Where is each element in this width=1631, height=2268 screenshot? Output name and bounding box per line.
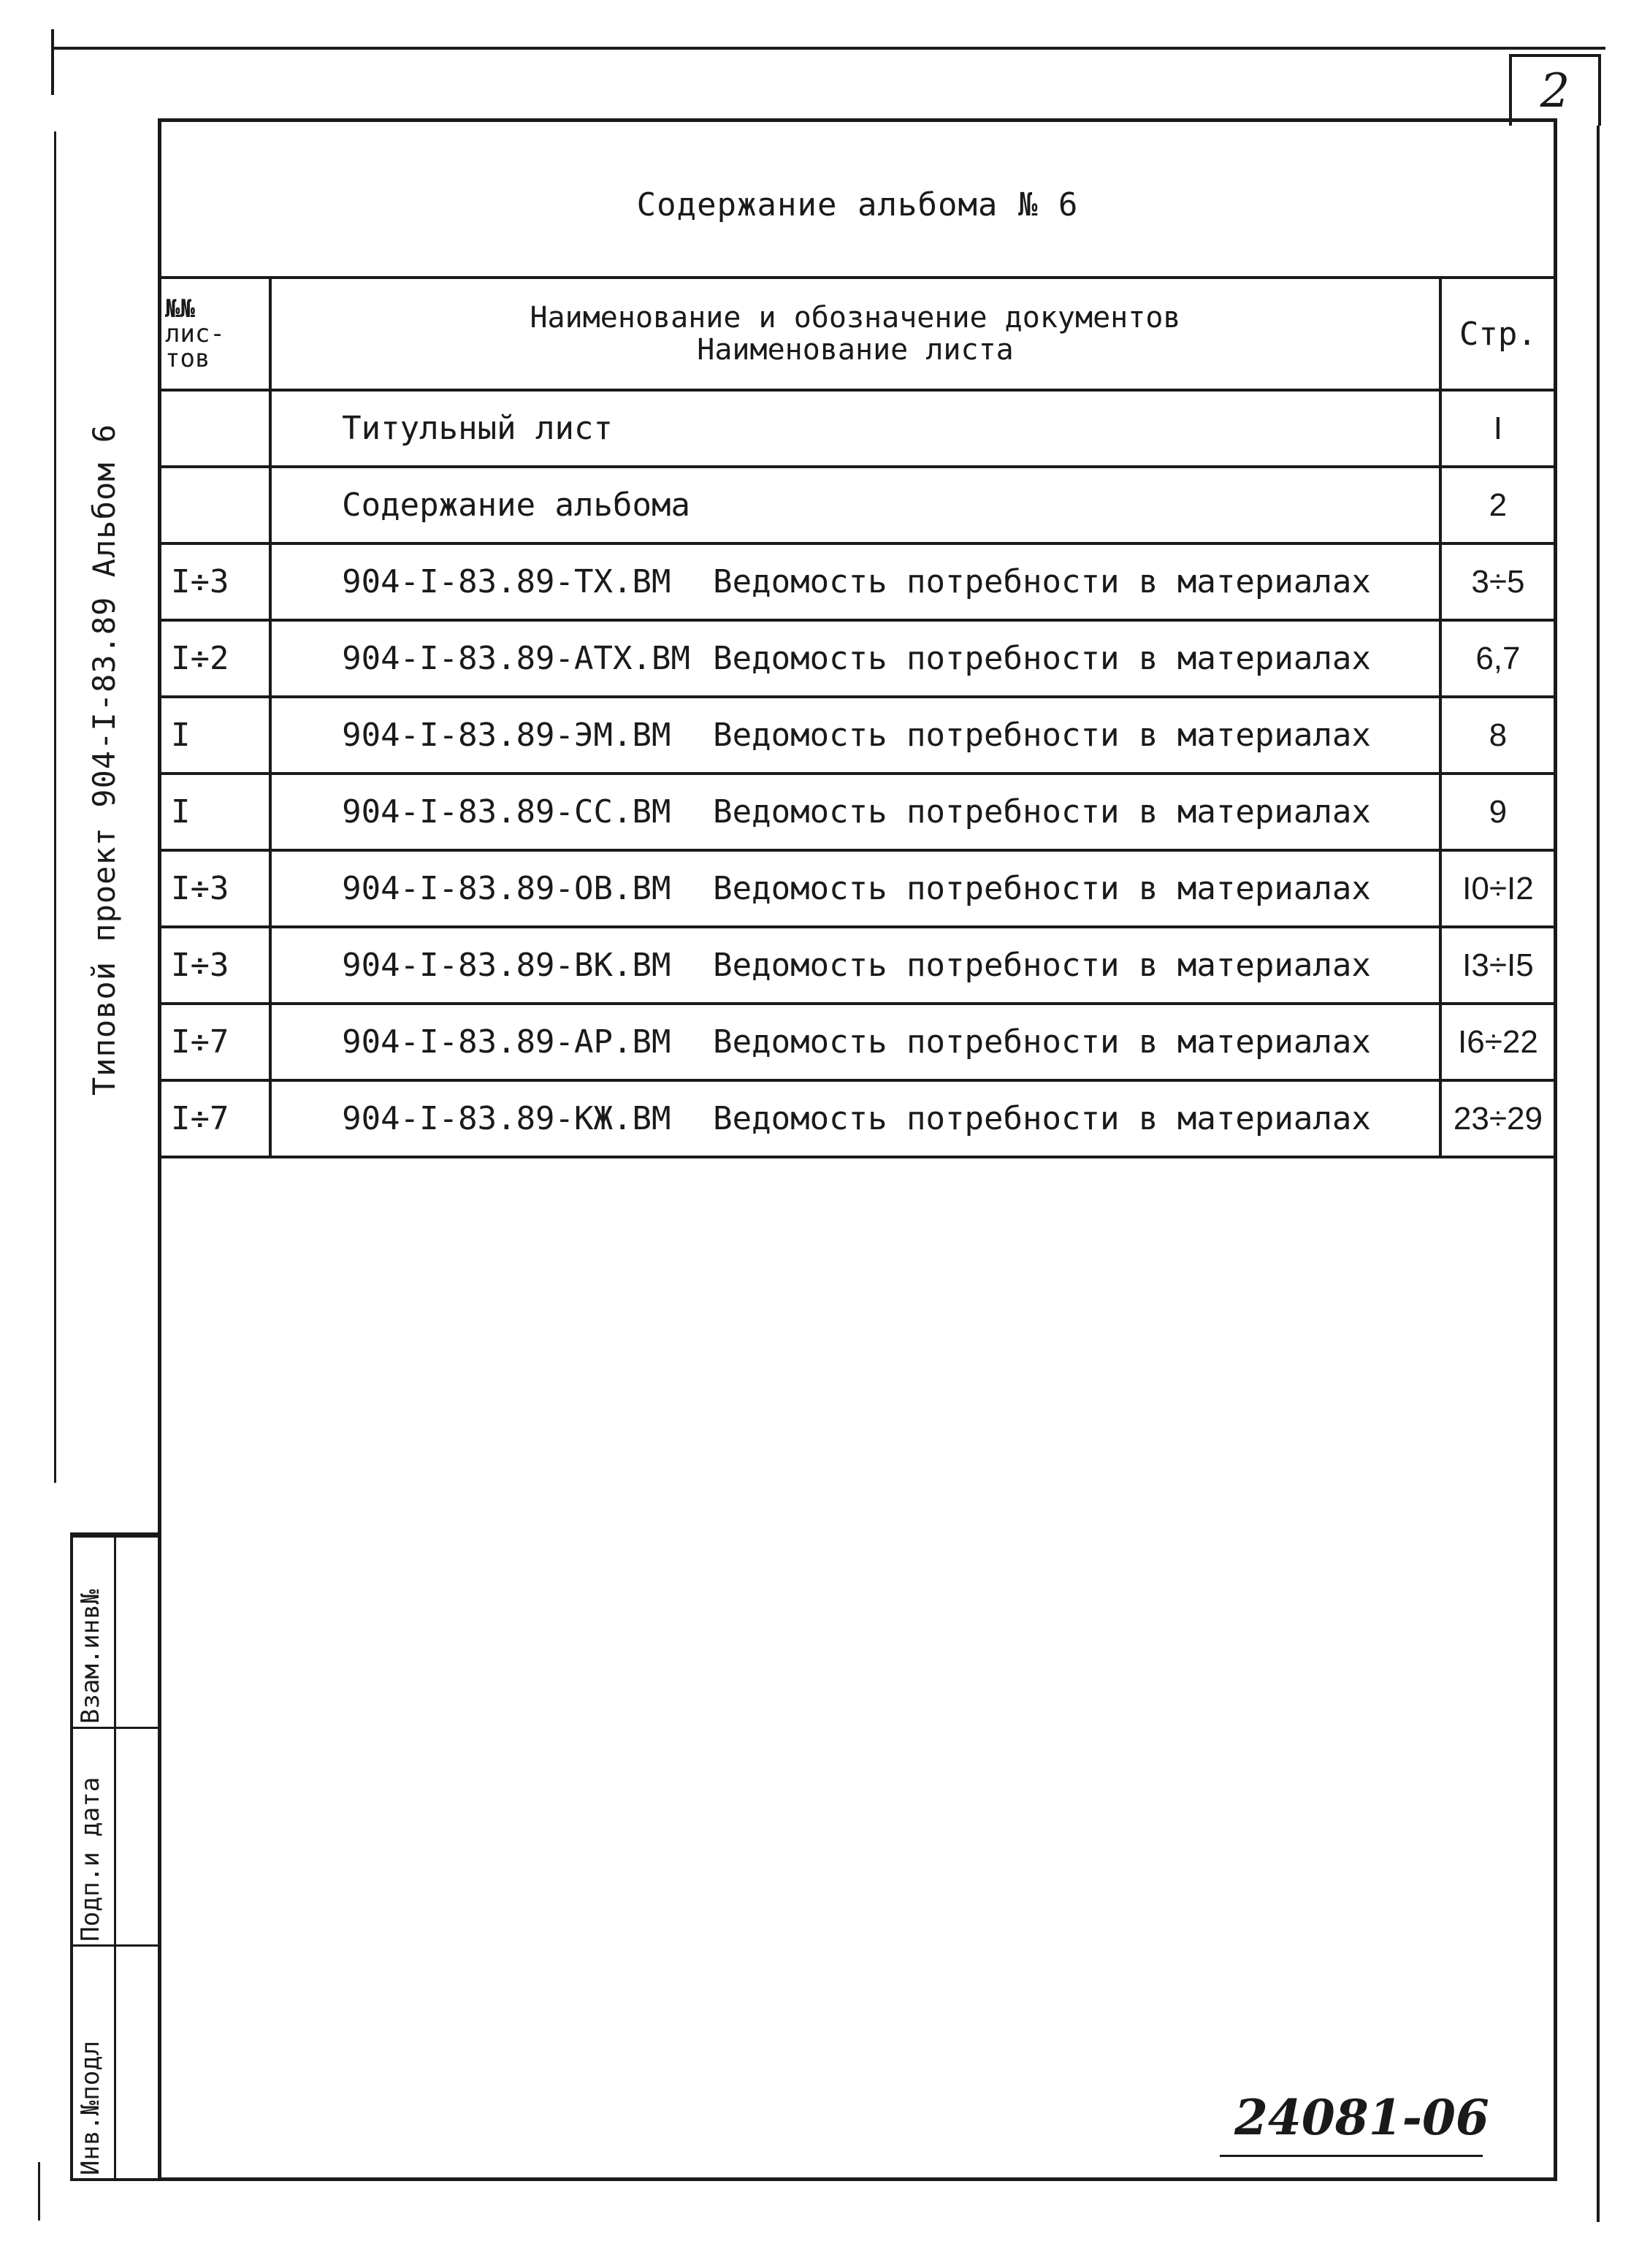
table-row: [159, 1004, 1556, 1080]
row-desc: Ведомость потребности в материалах: [713, 563, 1371, 600]
row-page: 23÷29: [1440, 1080, 1556, 1157]
stamp-divider: [114, 1535, 116, 2178]
table-row: [159, 774, 1556, 850]
sheet-number-box: [1509, 54, 1601, 126]
row-sheets: I÷2: [159, 620, 270, 697]
stamp-sign-date: Подп.и дата: [76, 1776, 105, 1941]
document-number: 24081-06: [1234, 2089, 1489, 2146]
contents-table: [158, 276, 1557, 1158]
row-page: I0÷I2: [1440, 850, 1556, 927]
header-page: Стр.: [1440, 278, 1556, 390]
row-desc: Ведомость потребности в материалах: [713, 1100, 1371, 1137]
row-name: [270, 543, 1440, 620]
stamp-replace-inv: Взам.инв№: [76, 1589, 105, 1724]
row-code: 904-I-83.89-ВК.ВМ: [342, 947, 671, 984]
approval-stamp: [70, 1532, 161, 2181]
row-sheets: I: [159, 697, 270, 774]
row-code: 904-I-83.89-КЖ.ВМ: [342, 1100, 671, 1137]
row-sheets: [159, 467, 270, 543]
table-row: [159, 543, 1556, 620]
row-name: [270, 1004, 1440, 1080]
header-sheets: №№ лис- тов: [159, 278, 270, 390]
stamp-inv-original: Инв.№подл: [76, 2040, 105, 2175]
row-sheets: I: [159, 774, 270, 850]
row-page: I3÷I5: [1440, 927, 1556, 1004]
row-page: 9: [1440, 774, 1556, 850]
row-name: [270, 697, 1440, 774]
stamp-row-line: [73, 1727, 161, 1729]
row-desc: Ведомость потребности в материалах: [713, 717, 1371, 754]
row-page: 6,7: [1440, 620, 1556, 697]
row-code: 904-I-83.89-ЭМ.ВМ: [342, 717, 671, 754]
top-border-line: [51, 47, 1605, 50]
row-sheets: I÷3: [159, 850, 270, 927]
sheet-number: 2: [1540, 64, 1570, 118]
table-header-row: [159, 278, 1556, 390]
row-code: Титульный лист: [342, 410, 614, 447]
row-code: 904-I-83.89-ТХ.ВМ: [342, 563, 671, 600]
table-row: [159, 390, 1556, 467]
side-project-label: Типовой проект 904-I-83.89 Альбом 6: [86, 423, 122, 1096]
row-code: 904-I-83.89-АР.ВМ: [342, 1023, 671, 1061]
row-name: [270, 774, 1440, 850]
stamp-row-line: [73, 1944, 161, 1947]
left-margin-tick: [51, 29, 54, 95]
row-sheets: I÷7: [159, 1004, 270, 1080]
page-title: Содержание альбома № 6: [636, 186, 1079, 224]
left-margin-line: [54, 131, 56, 1483]
table-row: [159, 697, 1556, 774]
table-row: [159, 467, 1556, 543]
table-row: [159, 850, 1556, 927]
row-sheets: [159, 390, 270, 467]
table-row: [159, 927, 1556, 1004]
right-margin-line: [1597, 126, 1600, 2222]
row-name: [270, 467, 1440, 543]
header-name: Наименование и обозначение документов Наименование листа: [270, 278, 1440, 390]
row-code: 904-I-83.89-СС.ВМ: [342, 793, 671, 831]
row-page: 2: [1440, 467, 1556, 543]
row-code: Содержание альбома: [342, 486, 690, 524]
row-desc: Ведомость потребности в материалах: [713, 1023, 1371, 1061]
row-sheets: I÷3: [159, 543, 270, 620]
left-margin-tick-bottom: [38, 2162, 40, 2221]
row-page: I: [1440, 390, 1556, 467]
row-desc: Ведомость потребности в материалах: [713, 870, 1371, 907]
row-code: 904-I-83.89-ОВ.ВМ: [342, 870, 671, 907]
row-sheets: I÷3: [159, 927, 270, 1004]
row-name: [270, 620, 1440, 697]
row-desc: Ведомость потребности в материалах: [713, 640, 1371, 677]
row-code: 904-I-83.89-АТХ.ВМ: [342, 640, 690, 677]
row-desc: Ведомость потребности в материалах: [713, 793, 1371, 831]
row-name: [270, 1080, 1440, 1157]
table-row: [159, 1080, 1556, 1157]
row-page: I6÷22: [1440, 1004, 1556, 1080]
table-row: [159, 620, 1556, 697]
row-name: [270, 927, 1440, 1004]
row-sheets: I÷7: [159, 1080, 270, 1157]
row-name: [270, 850, 1440, 927]
row-page: 8: [1440, 697, 1556, 774]
row-page: 3÷5: [1440, 543, 1556, 620]
document-number-underline: [1220, 2155, 1483, 2157]
row-desc: Ведомость потребности в материалах: [713, 947, 1371, 984]
row-name: [270, 390, 1440, 467]
